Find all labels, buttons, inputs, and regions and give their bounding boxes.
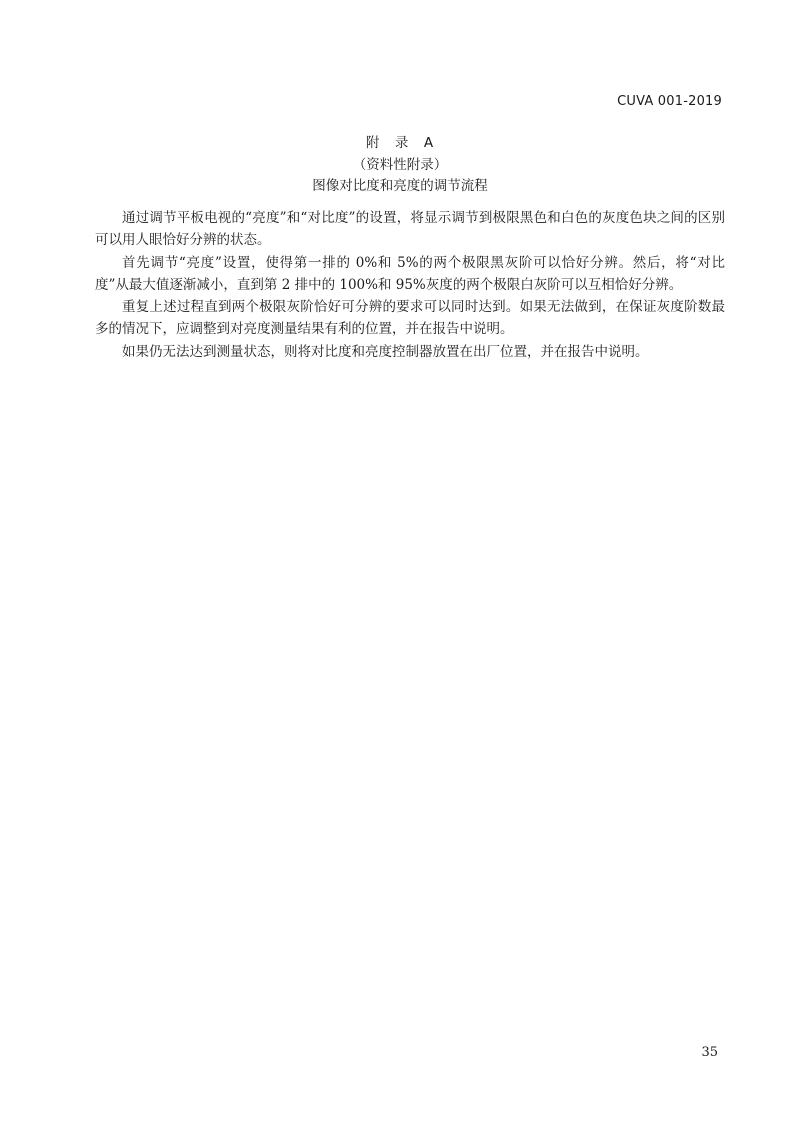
appendix-body — [95, 207, 725, 363]
page-number: 35 — [701, 1045, 718, 1060]
paragraph: 通过调节平板电视的“亮度”和“对比度”的设置，将显示调节到极限黑色和白色的灰度色块之间的区别可以用人眼恰好分辨的状态。 — [95, 210, 725, 249]
paragraph: 重复上述过程直到两个极限灰阶恰好可分辨的要求可以同时达到。如果无法做到，在保证灰度阶数最多的情况下，应调整到对亮度测量结果有利的位置，并在报告中说明。 — [95, 299, 725, 338]
paragraph: 如果仍无法达到测量状态，则将对比度和亮度控制器放置在出厂位置，并在报告中说明。 — [122, 343, 649, 360]
appendix-title: 图像对比度和亮度的调节流程 — [312, 178, 488, 194]
appendix-label: 附 录 A — [365, 135, 435, 151]
appendix-type: （资料性附录） — [352, 157, 448, 173]
document-code: CUVA 001-2019 — [617, 94, 722, 109]
paragraph: 首先调节“亮度”设置，使得第一排的 0%和 5%的两个极限黑灰阶可以恰好分辨。然后，将“对比度”从最大值逐渐减小，直到第 2 排中的 100%和 95%灰度的两个极限白灰阶可以互相恰好分辨。 — [95, 254, 725, 293]
